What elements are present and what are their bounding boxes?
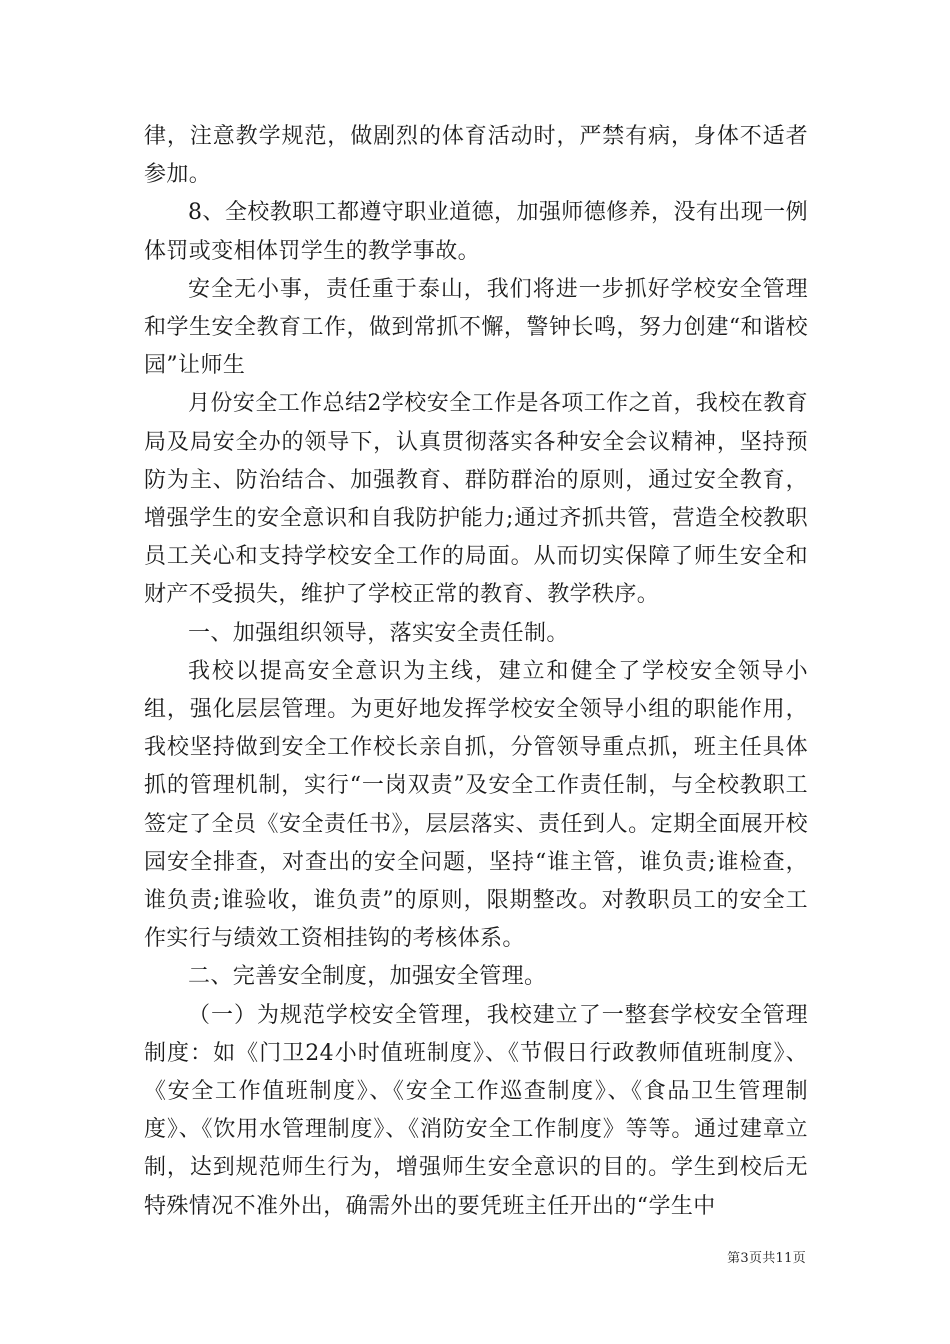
paragraph-closing: 安全无小事，责任重于泰山，我们将进一步抓好学校安全管理和学生安全教育工作，做到常抓不懈，警钟长鸣，努力创建“和谐校园”让师生 — [144, 276, 808, 379]
paragraph-section-1: 我校以提高安全意识为主线，建立和健全了学校安全领导小组，强化层层管理。为更好地发挥学校安全领导小组的职能作用，我校坚持做到安全工作校长亲自抓，分管领导重点抓，班主任具体抓的管理机制，实行“一岗双责”及安全工作责任制，与全校教职工签定了全员《安全责任书》，层层落实、责任到人。定期全面展开校园安全排查，对查出的安全问题，坚持“谁主管，谁负责;谁检查，谁负责;谁验收，谁负责”的原则，限期整改。对教职员工的安全工作实行与绩效工资相挂钩的考核体系。 — [144, 658, 808, 952]
section-heading-2: 二、完善安全制度，加强安全管理。 — [188, 964, 547, 990]
paragraph-continuation: 律，注意教学规范，做剧烈的体育活动时，严禁有病，身体不适者参加。 — [144, 124, 808, 188]
section-heading-1: 一、加强组织领导，落实安全责任制。 — [188, 620, 569, 646]
paragraph-summary-intro: 月份安全工作总结2学校安全工作是各项工作之首，我校在教育局及局安全办的领导下，认真贯彻落实各种安全会议精神，坚持预防为主、防治结合、加强教育、群防群治的原则，通过安全教育，增强学生的安全意识和自我防护能力;通过齐抓共管，营造全校教职员工关心和支持学校安全工作的局面。从而切实保障了师生安全和财产不受损失，维护了学校正常的教育、教学秩序。 — [144, 391, 808, 608]
paragraph-section-2-part-1: （一）为规范学校安全管理，我校建立了一整套学校安全管理制度：如《门卫24小时值班制度》、《节假日行政教师值班制度》、《安全工作值班制度》、《安全工作巡查制度》、《食品卫生管理制度》、《饮用水管理制度》、《消防安全工作制度》等等。通过建章立制，达到规范师生行为，增强师生安全意识的目的。学生到校后无特殊情况不准外出，确需外出的要凭班主任开出的“学生中 — [144, 1002, 808, 1219]
paragraph-item-8: 8、全校教职工都遵守职业道德，加强师德修养，没有出现一例体罚或变相体罚学生的教学事故。 — [144, 200, 808, 264]
page-number: 第3页共11页 — [727, 1251, 806, 1266]
document-body — [144, 118, 808, 1226]
